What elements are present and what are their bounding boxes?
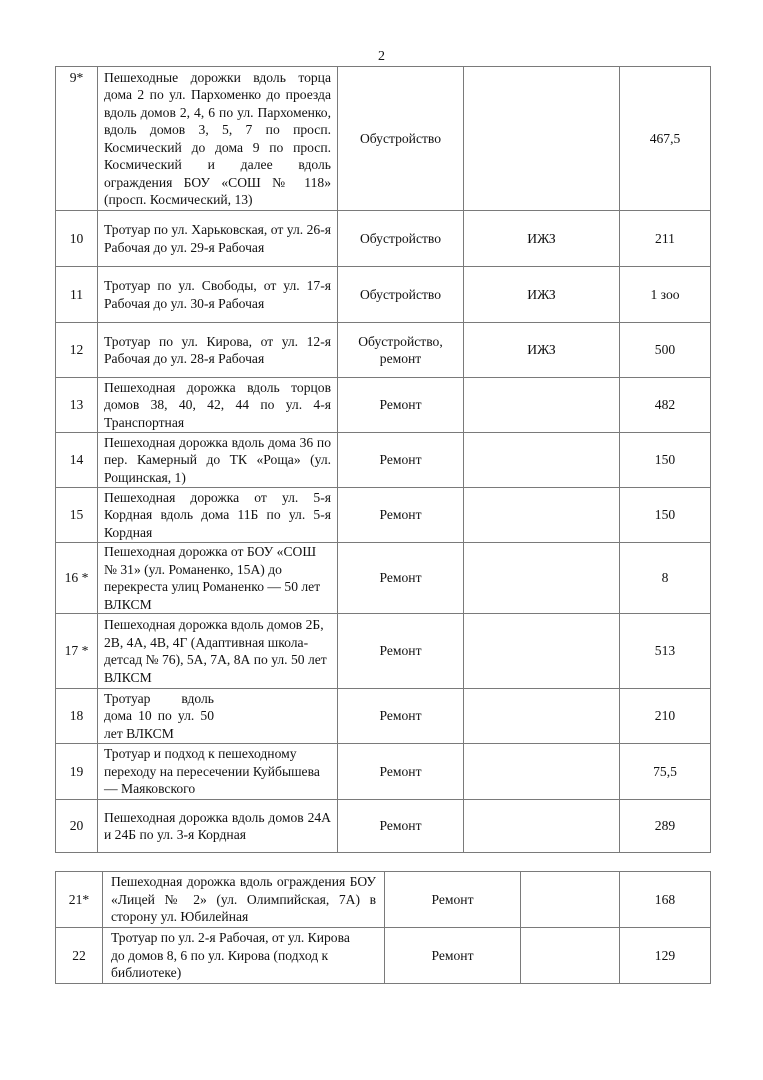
row-work-type: Ремонт bbox=[338, 744, 464, 800]
row-number: 20 bbox=[56, 800, 98, 853]
row-description: Пешеходная дорожка вдоль домов 24А и 24Б по ул. 3-я Кордная bbox=[98, 800, 338, 853]
row-description: Тротуар по ул. Кирова, от ул. 12-я Рабочая до ул. 28-я Рабочая bbox=[98, 323, 338, 378]
row-note bbox=[464, 800, 620, 853]
row-value: 1 зоо bbox=[620, 267, 711, 323]
row-value: 75,5 bbox=[620, 744, 711, 800]
row-number: 19 bbox=[56, 744, 98, 800]
row-number: 10 bbox=[56, 211, 98, 267]
row-work-type: Ремонт bbox=[385, 928, 521, 984]
row-description: Пешеходная дорожка вдоль дома 36 по пер. Камерный до ТК «Роща» (ул. Рощинская, 1) bbox=[98, 433, 338, 488]
table-row bbox=[56, 211, 711, 267]
row-work-type: Ремонт bbox=[338, 800, 464, 853]
row-number: 21* bbox=[56, 872, 103, 928]
row-value: 513 bbox=[620, 614, 711, 689]
row-work-type: Обустройство bbox=[338, 67, 464, 211]
row-description: Тротуар по ул. Свободы, от ул. 17-я Рабочая до ул. 30-я Рабочая bbox=[98, 267, 338, 323]
row-number: 14 bbox=[56, 433, 98, 488]
table-row bbox=[56, 800, 711, 853]
row-note bbox=[521, 928, 620, 984]
row-work-type: Ремонт bbox=[338, 488, 464, 543]
row-description: Тротуар и подход к пешеходному переходу на пересечении Куйбышева — Маяковского bbox=[98, 744, 338, 800]
row-value: 467,5 bbox=[620, 67, 711, 211]
row-note bbox=[521, 872, 620, 928]
row-number: 12 bbox=[56, 323, 98, 378]
table-row bbox=[56, 378, 711, 433]
row-number: 17 * bbox=[56, 614, 98, 689]
row-work-type: Обустройство bbox=[338, 267, 464, 323]
table-row bbox=[56, 543, 711, 614]
row-value: 211 bbox=[620, 211, 711, 267]
table-row bbox=[56, 872, 711, 928]
row-description: Пешеходная дорожка вдоль ограждения БОУ «Лицей № 2» (ул. Олимпийская, 7А) в сторону ул. Юбилейная bbox=[103, 872, 385, 928]
table-row bbox=[56, 488, 711, 543]
row-work-type: Ремонт bbox=[338, 614, 464, 689]
row-description: Тротуар по ул. 2-я Рабочая, от ул. Кирова до домов 8, 6 по ул. Кирова (подход к библиотеке) bbox=[103, 928, 385, 984]
row-number: 18 bbox=[56, 689, 98, 744]
row-value: 289 bbox=[620, 800, 711, 853]
row-value: 150 bbox=[620, 433, 711, 488]
row-work-type: Ремонт bbox=[385, 872, 521, 928]
row-number: 22 bbox=[56, 928, 103, 984]
table-row bbox=[56, 744, 711, 800]
row-work-type: Обустройство, ремонт bbox=[338, 323, 464, 378]
row-work-type: Обустройство bbox=[338, 211, 464, 267]
row-note bbox=[464, 433, 620, 488]
row-description: Пешеходные дорожки вдоль торца дома 2 по ул. Пархоменко до проезда вдоль домов 2, 4, 6 по ул. Пархоменко, вдоль домов 3, 5, 7 по просп. Космический до дома 9 по просп. Космический и далее вдоль ограждения БОУ «СОШ № 118» (просп. Космический, 13) bbox=[98, 67, 338, 211]
row-note bbox=[464, 67, 620, 211]
table-row bbox=[56, 614, 711, 689]
row-value: 210 bbox=[620, 689, 711, 744]
row-note: ИЖЗ bbox=[464, 323, 620, 378]
row-number: 13 bbox=[56, 378, 98, 433]
row-value: 129 bbox=[620, 928, 711, 984]
row-number: 16 * bbox=[56, 543, 98, 614]
row-description: Тротуар по ул. Харьковская, от ул. 26-я Рабочая до ул. 29-я Рабочая bbox=[98, 211, 338, 267]
row-value: 482 bbox=[620, 378, 711, 433]
row-work-type: Ремонт bbox=[338, 378, 464, 433]
table-row bbox=[56, 267, 711, 323]
table-row bbox=[56, 67, 711, 211]
row-value: 168 bbox=[620, 872, 711, 928]
works-table-continued bbox=[55, 871, 711, 984]
row-description: Пешеходная дорожка от БОУ «СОШ № 31» (ул. Романенко, 15А) до перекреста улиц Романенко — 50 лет ВЛКСМ bbox=[98, 543, 338, 614]
table-row bbox=[56, 433, 711, 488]
table-row bbox=[56, 689, 711, 744]
row-description: Пешеходная дорожка вдоль домов 2Б, 2В, 4А, 4В, 4Г (Адаптивная школа-детсад № 76), 5А, 7А, 8А по ул. 50 лет ВЛКСМ bbox=[98, 614, 338, 689]
row-note bbox=[464, 689, 620, 744]
page-number: 2 bbox=[378, 49, 385, 64]
row-description: Пешеходная дорожка от ул. 5-я Кордная вдоль дома 11Б по ул. 5-я Кордная bbox=[98, 488, 338, 543]
row-value: 8 bbox=[620, 543, 711, 614]
table-row bbox=[56, 323, 711, 378]
row-note bbox=[464, 744, 620, 800]
works-table bbox=[55, 66, 711, 853]
table-row bbox=[56, 928, 711, 984]
row-number: 15 bbox=[56, 488, 98, 543]
row-work-type: Ремонт bbox=[338, 543, 464, 614]
row-number: 11 bbox=[56, 267, 98, 323]
row-description: Пешеходная дорожка вдоль торцов домов 38, 40, 42, 44 по ул. 4-я Транспортная bbox=[98, 378, 338, 433]
row-note: ИЖЗ bbox=[464, 267, 620, 323]
row-description bbox=[98, 689, 338, 744]
row-work-type: Ремонт bbox=[338, 433, 464, 488]
row-note: ИЖЗ bbox=[464, 211, 620, 267]
row-value: 150 bbox=[620, 488, 711, 543]
row-note bbox=[464, 488, 620, 543]
row-number: 9* bbox=[56, 67, 98, 211]
row-note bbox=[464, 378, 620, 433]
row-note bbox=[464, 614, 620, 689]
row-note bbox=[464, 543, 620, 614]
row-value: 500 bbox=[620, 323, 711, 378]
row-work-type: Ремонт bbox=[338, 689, 464, 744]
row-description-text: Тротуар вдоль дома 10 по ул. 50 лет ВЛКСМ bbox=[104, 690, 214, 741]
